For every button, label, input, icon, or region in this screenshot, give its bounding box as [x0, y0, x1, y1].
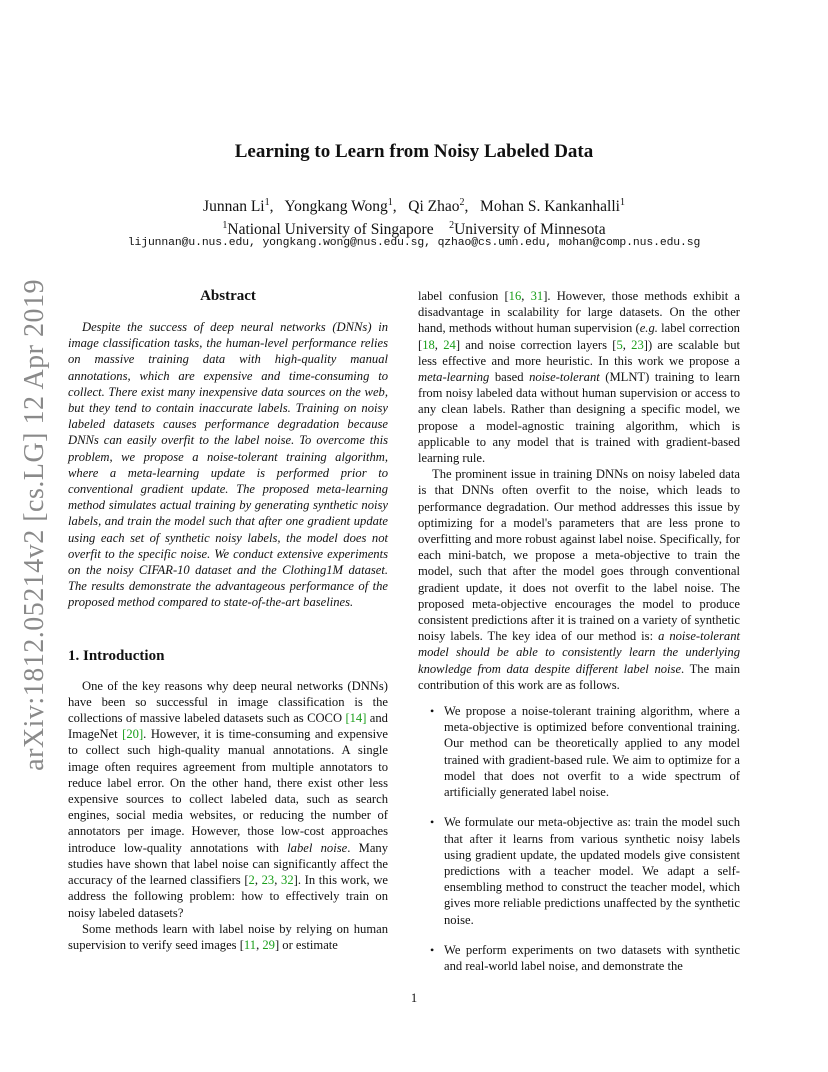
bullet-icon: • [430, 942, 435, 957]
list-item [418, 942, 740, 974]
emphasis: meta-learning [418, 370, 490, 385]
text-run: , [434, 337, 444, 352]
intro-paragraph-2 [68, 921, 388, 953]
text-run: The prominent issue in training DNNs on noisy labeled data is that DNNs often overfit to the noise, which leads to performance degradation. Our method addresses this issue by optimizing for a model's parameters that are less prone to overfitting and more robust against label noise. Specifically, for each mini-batch, we propose a meta-objective to train the model, such that after the model goes through conventional gradient update, it does not overfit to the label noise. The proposed meta-objective encourages the model to produce consistent predictions after it is trained on a variety of synthetic noisy labels. The key idea of our method is: [418, 467, 740, 644]
left-column [68, 288, 388, 953]
text-run: ]) are scalable but less effective and more heuristic. In this work we propose a [418, 337, 740, 368]
citation-link[interactable]: 5 [616, 337, 623, 352]
citation-link[interactable]: 24 [443, 337, 456, 352]
list-item-text: We propose a noise-tolerant training algorithm, where a meta-objective is optimized before conventional training. Our method can be theoretically applied to any model trained with gradient-based rule. We aim to optimize for a model that does not overfit to a wide spectrum of artificially generated label noise. [444, 704, 740, 800]
author-affil-mark: 1 [619, 197, 625, 208]
author-emails: lijunnan@u.nus.edu, yongkang.wong@nus.edu.sg, qzhao@cs.umn.edu, mohan@comp.nus.edu.sg [127, 237, 701, 249]
abstract-text: Despite the success of deep neural networks (DNNs) in image classification tasks, the human-level performance relies on massive training data with high-quality manual annotations, which are expensive and time-consuming to collect. There exist many inexpensive data sources on the web, but they tend to contain inaccurate labels. Training on noisy labeled datasets causes performance degradation because DNNs can easily overfit to the label noise. To overcome this problem, we propose a noise-tolerant training algorithm, where a meta-learning update is performed prior to conventional gradient update. The proposed meta-learning method simulates actual training by generating synthetic noisy labels, and train the model such that after one gradient update using each set of synthetic noisy labels, the model does not overfit to the specific noise. We conduct extensive experiments on the noisy CIFAR-10 dataset and the Clothing1M dataset. The results demonstrate the advantageous performance of the proposed method compared to state-of-the-art baselines. [68, 320, 388, 610]
affil-mark: 1 [222, 220, 228, 232]
text-run: ]. In this work, we address the following problem: how to effectively train on noisy labeled datasets? [68, 873, 389, 920]
text-run: based [489, 370, 530, 385]
citation-link[interactable]: 31 [530, 289, 544, 303]
right-paragraph-2 [418, 466, 740, 693]
text-run: , [274, 873, 282, 888]
list-item [418, 814, 740, 927]
page-number: 1 [410, 991, 418, 1005]
text-run: ] and noise correction layers [ [455, 337, 617, 352]
citation-link[interactable]: 23 [631, 337, 644, 352]
text-run: . However, it is time-consuming and expensive to collect such high-quality manual annotations. A single image often requires agreement from multiple annotators to reduce label error. On the other hand, there exist other less expensive sources to collect labeled data, such as search engines, social media websites, or reducing the number of annotators per image. However, those low-cost approaches introduce low-quality annotations with [68, 727, 388, 855]
text-run: . The main contribution of this work are as follows. [418, 661, 740, 692]
text-run: . Many studies have shown that label noise can significantly affect the accuracy of the learned classifiers [ [68, 840, 389, 888]
citation-link[interactable]: [20] [122, 727, 144, 742]
citation-link[interactable]: 32 [281, 873, 294, 888]
text-run: label correction [ [418, 321, 740, 352]
citation-link[interactable]: 11 [243, 937, 257, 952]
list-item [418, 703, 740, 800]
author-affil-mark: 1 [264, 197, 270, 208]
citation-link[interactable]: [14] [345, 711, 367, 726]
affiliation: University of Minnesota [454, 221, 606, 239]
emphasis: e.g. [639, 321, 658, 336]
affiliation: National University of Singapore [227, 221, 434, 239]
emphasis: noise-tolerant [529, 370, 600, 385]
author-name: Mohan S. Kankanhalli [480, 198, 620, 216]
affil-mark: 2 [449, 220, 455, 232]
text-run: , [256, 937, 263, 952]
right-column [418, 288, 740, 988]
citation-link[interactable]: 23 [261, 873, 275, 888]
citation-link[interactable]: 2 [248, 873, 255, 888]
affiliations [0, 216, 828, 239]
emphasis: label noise [287, 840, 348, 855]
emphasis: a noise-tolerant model should be able to consistently learn the underlying knowledge from data despite different label noise [418, 629, 740, 676]
text-run: label confusion [ [418, 289, 509, 303]
text-run: , [622, 337, 632, 352]
citation-link[interactable]: 18 [422, 337, 435, 352]
introduction-heading: 1. Introduction [68, 647, 165, 664]
right-paragraph-1 [418, 288, 740, 466]
text-run: One of the key reasons why deep neural networks (DNNs) have been so successful in image classification is the collections of massive labeled datasets such as COCO [68, 678, 388, 726]
text-run: Some methods learn with label noise by relying on human supervision to verify seed images [ [68, 921, 388, 952]
arxiv-stamp [19, 279, 50, 771]
author-affil-mark: 2 [459, 197, 465, 208]
bullet-icon: • [430, 815, 435, 830]
text-run: ]. However, those methods exhibit a disadvantage in scalability for large datasets. On the other hand, methods without human supervision ( [418, 289, 740, 336]
text-run: , [254, 873, 262, 888]
paper-title: Learning to Learn from Noisy Labeled Data [234, 141, 594, 162]
author-name: Yongkang Wong [284, 198, 388, 216]
contribution-list [418, 703, 740, 974]
text-run: ] or estimate [274, 937, 338, 952]
citation-link[interactable]: 29 [262, 937, 275, 952]
text-run: , [521, 289, 531, 303]
list-item-text: We perform experiments on two datasets with synthetic and real-world label noise, and demonstrate the [444, 942, 740, 973]
author-block: Junnan Li$^1$, Yongkang Wong$^1$, Qi Zhao$^2$, Mohan S. Kankanhalli$^1$ $^1$National University of Singapore $^2$University of Minnesota [0, 193, 828, 239]
bullet-icon: • [430, 704, 435, 719]
citation-link[interactable]: 16 [508, 289, 522, 303]
author-name: Qi Zhao [408, 198, 460, 216]
author-name: Junnan Li [203, 198, 265, 216]
list-item-text: We formulate our meta-objective as: train the model such that after it learns from various synthetic noisy labels using gradient update, the updated models give consistent predictions with a teacher model. We adapt a self-ensembling method to construct the teacher model, which gives more reliable predictions unaffected by the synthetic noise. [444, 815, 740, 927]
intro-paragraph-1 [68, 678, 388, 921]
abstract-heading: Abstract [200, 288, 256, 304]
text-run: and ImageNet [68, 711, 388, 742]
text-run: (MLNT) training to learn from noisy labeled data without human supervision or access to any clean labels. Rather than designing a specific model, we propose a model-agnostic training algorithm, which is applicable to any model that is trained with gradient-based learning rule. [418, 370, 740, 466]
author-affil-mark: 1 [387, 197, 393, 208]
arxiv-stamp-text: arXiv:1812.05214v2 [cs.LG] 12 Apr 2019 [19, 279, 50, 771]
